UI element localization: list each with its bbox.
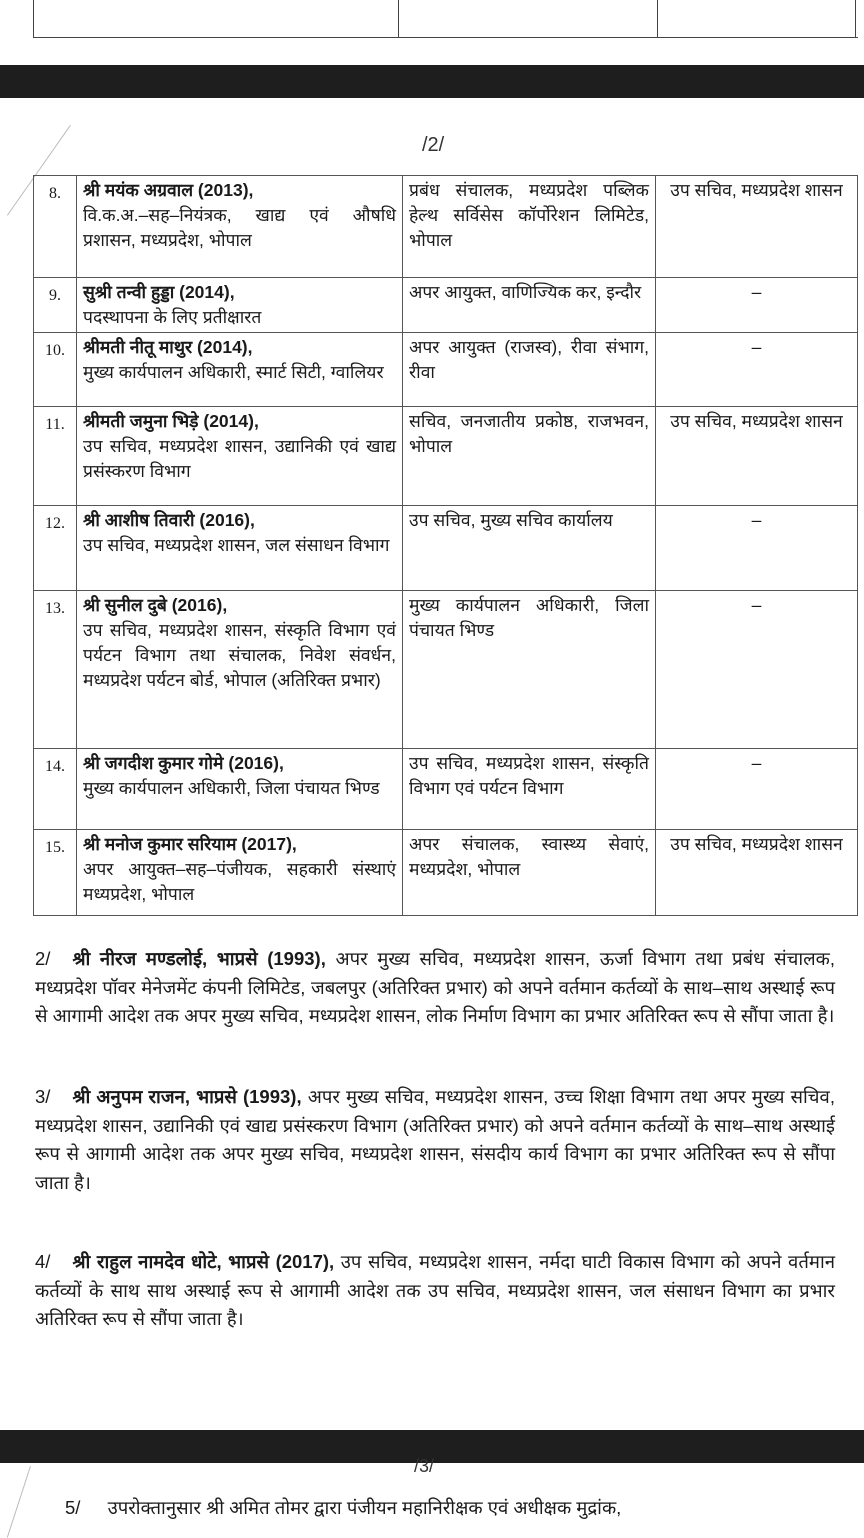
ex-officio-post: –: [656, 278, 858, 333]
serial-number: 15.: [34, 830, 77, 916]
officer-name: श्री मनोज कुमार सरियाम (2017),: [83, 834, 297, 854]
table-row: [34, 278, 858, 333]
paragraph-text: उपरोक्तानुसार श्री अमित तोमर द्वारा पंजीयन महानिरीक्षक एवं अधीक्षक मुद्रांक,: [107, 1497, 622, 1518]
paragraph-number: 5/: [65, 1497, 81, 1518]
margin-mark: [7, 1466, 31, 1538]
table-row: [34, 506, 858, 591]
officer-name: श्री जगदीश कुमार गोमे (2016),: [83, 753, 284, 773]
ex-officio-post: –: [656, 749, 858, 830]
officer-name: श्रीमती जमुना भिड़े (2014),: [83, 411, 259, 431]
current-posting: अपर आयुक्त–सह–पंजीयक, सहकारी संस्थाएं मध्यप्रदेश, भोपाल: [83, 859, 396, 904]
paragraph-text: उप सचिव, मध्यप्रदेश शासन, नर्मदा घाटी विकास विभाग को अपने वर्तमान कर्तव्यों के साथ साथ अस्थाई रूप से आगामी आदेश तक उप सचिव, मध्यप्रदेश शासन, जल संसाधन विभाग का प्रभार अतिरिक्त रूप से सौंपा जाता है।: [35, 1251, 836, 1329]
officer-name: श्री अनुपम राजन, भाप्रसे (1993),: [72, 1086, 302, 1107]
transfer-table: [33, 175, 858, 916]
table-row: [34, 591, 858, 749]
officer-name: श्री आशीष तिवारी (2016),: [83, 510, 255, 530]
ex-officio-post: –: [656, 506, 858, 591]
officer-name: श्री मयंक अग्रवाल (2013),: [83, 180, 254, 200]
ex-officio-post: –: [656, 591, 858, 749]
ex-officio-post: उप सचिव, मध्यप्रदेश शासन: [656, 830, 858, 916]
order-paragraph: [35, 1248, 835, 1334]
officer-cell: [77, 506, 403, 591]
officer-cell: [77, 830, 403, 916]
current-posting: पदस्थापना के लिए प्रतीक्षारत: [83, 307, 262, 327]
current-posting: मुख्य कार्यपालन अधिकारी, स्मार्ट सिटी, ग्वालियर: [83, 362, 384, 382]
officer-cell: [77, 333, 403, 407]
table-row: [34, 749, 858, 830]
officer-name: श्रीमती नीतू माथुर (2014),: [83, 337, 253, 357]
serial-number: 11.: [34, 407, 77, 506]
officer-name: श्री सुनील दुबे (2016),: [83, 595, 228, 615]
serial-number: 13.: [34, 591, 77, 749]
table-row: [34, 407, 858, 506]
current-posting: वि.क.अ.–सह–नियंत्रक, खाद्य एवं औषधि प्रशासन, मध्यप्रदेश, भोपाल: [83, 205, 396, 250]
current-posting: उप सचिव, मध्यप्रदेश शासन, संस्कृति विभाग एवं पर्यटन विभाग तथा संचालक, निवेश संवर्धन, मध्यप्रदेश पर्यटन बोर्ड, भोपाल (अतिरिक्त प्रभार): [83, 620, 396, 690]
new-posting: उप सचिव, मुख्य सचिव कार्यालय: [403, 506, 656, 591]
officer-cell: [77, 176, 403, 278]
new-posting: मुख्य कार्यपालन अधिकारी, जिला पंचायत भिण्ड: [403, 591, 656, 749]
serial-number: 10.: [34, 333, 77, 407]
new-posting: अपर आयुक्त (राजस्व), रीवा संभाग, रीवा: [403, 333, 656, 407]
serial-number: 12.: [34, 506, 77, 591]
page-separator: [0, 65, 864, 98]
table-row: [34, 333, 858, 407]
new-posting: प्रबंध संचालक, मध्यप्रदेश पब्लिक हेल्थ सर्विसेस कॉर्पोरेशन लिमिटेड, भोपाल: [403, 176, 656, 278]
paragraph-number: 2/: [35, 948, 51, 969]
order-paragraph: [35, 1083, 835, 1197]
officer-cell: [77, 591, 403, 749]
order-paragraph: [35, 945, 835, 1031]
current-posting: उप सचिव, मध्यप्रदेश शासन, उद्यानिकी एवं खाद्य प्रसंस्करण विभाग: [83, 436, 396, 481]
officer-cell: [77, 749, 403, 830]
new-posting: अपर आयुक्त, वाणिज्यिक कर, इन्दौर: [403, 278, 656, 333]
table-row: [34, 830, 858, 916]
current-posting: उप सचिव, मध्यप्रदेश शासन, जल संसाधन विभाग: [83, 535, 390, 555]
officer-cell: [77, 407, 403, 506]
paragraph-number: 4/: [35, 1251, 51, 1272]
page-number: /2/: [422, 134, 445, 156]
paragraph-number: 3/: [35, 1086, 51, 1107]
table-row: [34, 176, 858, 278]
serial-number: 14.: [34, 749, 77, 830]
officer-name: सुश्री तन्वी हुड्डा (2014),: [83, 282, 235, 302]
previous-page-table-fragment: [0, 0, 864, 65]
officer-name: श्री राहुल नामदेव धोटे, भाप्रसे (2017),: [72, 1251, 335, 1272]
serial-number: 8.: [34, 176, 77, 278]
serial-number: 9.: [34, 278, 77, 333]
ex-officio-post: उप सचिव, मध्यप्रदेश शासन: [656, 407, 858, 506]
order-paragraph: [65, 1494, 864, 1523]
new-posting: उप सचिव, मध्यप्रदेश शासन, संस्कृति विभाग एवं पर्यटन विभाग: [403, 749, 656, 830]
current-posting: मुख्य कार्यपालन अधिकारी, जिला पंचायत भिण्ड: [83, 778, 380, 798]
ex-officio-post: उप सचिव, मध्यप्रदेश शासन: [656, 176, 858, 278]
officer-cell: [77, 278, 403, 333]
paragraph-text: अपर मुख्य सचिव, मध्यप्रदेश शासन, ऊर्जा विभाग तथा प्रबंध संचालक, मध्यप्रदेश पॉवर मेनेजमेंट कंपनी लिमिटेड, जबलपुर (अतिरिक्त प्रभार) को अपने वर्तमान कर्तव्यों के साथ–साथ अस्थाई रूप से आगामी आदेश तक अपर मुख्य सचिव, मध्यप्रदेश शासन, लोक निर्माण विभाग का प्रभार अतिरिक्त रूप से सौंपा जाता है।: [35, 948, 836, 1026]
paragraph-text: अपर मुख्य सचिव, मध्यप्रदेश शासन, उच्च शिक्षा विभाग तथा अपर मुख्य सचिव, मध्यप्रदेश शासन, उद्यानिकी एवं खाद्य प्रसंस्करण विभाग (अतिरिक्त प्रभार) को अपने वर्तमान कर्तव्यों के साथ–साथ अस्थाई रूप से आगामी आदेश तक अपर मुख्य सचिव, मध्यप्रदेश शासन, संसदीय कार्य विभाग का प्रभार अतिरिक्त रूप से सौंपा जाता है।: [35, 1086, 835, 1193]
officer-name: श्री नीरज मण्डलोई, भाप्रसे (1993),: [72, 948, 326, 969]
ex-officio-post: –: [656, 333, 858, 407]
new-posting: अपर संचालक, स्वास्थ्य सेवाएं, मध्यप्रदेश, भोपाल: [403, 830, 656, 916]
page-number: /3/: [414, 1456, 435, 1476]
new-posting: सचिव, जनजातीय प्रकोष्ठ, राजभवन, भोपाल: [403, 407, 656, 506]
